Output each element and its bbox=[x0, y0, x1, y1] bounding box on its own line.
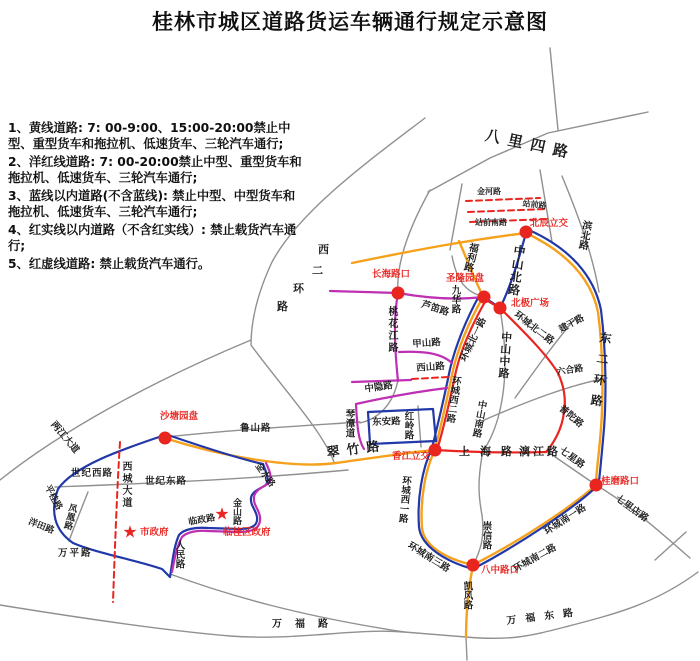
road-label: 临政路 bbox=[187, 513, 217, 528]
road-label: 福利路 bbox=[460, 241, 479, 273]
road-label: 凯风路 bbox=[461, 581, 473, 610]
intersection-dot bbox=[478, 291, 491, 304]
road-label: 环城北一路 bbox=[458, 315, 489, 364]
road-label: 环城南三路 bbox=[405, 540, 452, 575]
road-label: 甲山路 bbox=[411, 337, 442, 350]
road-label: 翠竹路 bbox=[325, 438, 388, 461]
road-label: 万福东路 bbox=[505, 606, 583, 627]
road-label: 环城北二路 bbox=[511, 309, 557, 348]
legend-rule-3: 3、蓝线以内道路(不含蓝线): 禁止中型、中型货车和拖拉机、低速货车、三轮汽车通行; bbox=[8, 188, 296, 220]
government-star-icon: ★ bbox=[122, 522, 138, 543]
road-label: 崇信路 bbox=[480, 521, 492, 550]
road-label: 六合路 bbox=[555, 363, 585, 378]
road-label: 人民路 bbox=[173, 540, 185, 569]
road-label: 洋田路 bbox=[26, 517, 56, 537]
road-label: 中山南路 bbox=[469, 398, 488, 439]
road-label: 九华路 bbox=[449, 285, 461, 314]
road-label: 普陀路 bbox=[556, 403, 586, 430]
road-label: 世纪东路 bbox=[145, 476, 188, 487]
road-label-char: 二 bbox=[312, 264, 323, 277]
intersection-dot bbox=[494, 302, 507, 315]
road-label-char: 环 bbox=[293, 282, 304, 295]
landmark-label: 临桂区政府 bbox=[223, 527, 271, 538]
road-label: 桃花江路 bbox=[386, 306, 397, 354]
road-label: 芦笛路 bbox=[419, 299, 451, 319]
intersection-label: 圣隆园盘 bbox=[446, 273, 485, 284]
road-label: 两江大道 bbox=[48, 419, 82, 456]
road-label-char: 路 bbox=[277, 300, 288, 313]
road-label: 滨北路 bbox=[575, 219, 592, 251]
government-star-icon: ★ bbox=[214, 504, 230, 525]
road-label: 世纪西路 bbox=[71, 468, 114, 479]
road-label: 琴潭道 bbox=[343, 409, 355, 438]
road-label: 西城大道 bbox=[120, 461, 131, 509]
road-label: 上海路 bbox=[459, 445, 522, 458]
road-label: 凤凰路 bbox=[61, 502, 78, 531]
road-label: 中隐路 bbox=[363, 380, 394, 395]
road-label: 环城西一路 bbox=[396, 474, 412, 524]
legend-rule-4: 4、红实线以内道路（不含红实线）: 禁止载货汽车通行; bbox=[8, 222, 297, 254]
road-label: 红岭路 bbox=[402, 411, 414, 440]
road-label: 站前南路 bbox=[475, 218, 507, 227]
landmark-label: 市政府 bbox=[140, 527, 169, 538]
intersection-dot bbox=[429, 444, 442, 457]
intersection-dot bbox=[159, 432, 172, 445]
road-label: 万福路 bbox=[272, 619, 341, 630]
road-label: 八里四路 bbox=[483, 126, 578, 163]
page-title: 桂林市城区道路货运车辆通行规定示意图 bbox=[152, 10, 548, 34]
road-label-char: 西 bbox=[318, 243, 329, 256]
legend-rule-2: 2、洋红线道路: 7: 00-20:00禁止中型、重型货车和拖拉机、低速货车、三轮汽车通行; bbox=[8, 154, 302, 186]
road-label: 西山路 bbox=[415, 361, 446, 374]
road-label: 金水路 bbox=[252, 461, 277, 490]
intersection-label: 香江立交 bbox=[392, 451, 431, 462]
legend-rule-1: 1、黄线道路: 7: 00-9:00、15:00-20:00禁止中型、重型货车和拖拉机、低速货车、三轮汽车通行; bbox=[8, 121, 291, 152]
intersection-dot bbox=[467, 559, 480, 572]
road-label: 环城西二路 bbox=[443, 374, 462, 424]
road-label: 金河路 bbox=[477, 187, 501, 196]
road-label: 东安路 bbox=[371, 416, 401, 428]
intersection-dot bbox=[392, 287, 405, 300]
intersection-label: 沙塘园盘 bbox=[160, 411, 199, 422]
road-label: 建干路 bbox=[557, 313, 587, 335]
intersection-label: 北辰立交 bbox=[530, 218, 569, 229]
road-label: 金山路 bbox=[231, 498, 241, 525]
legend-rule-5: 5、红虚线道路: 禁止载货汽车通行。 bbox=[8, 256, 211, 271]
road-label: 中山北路 bbox=[505, 243, 527, 298]
intersection-label: 北极广场 bbox=[511, 298, 550, 309]
road-label: 环城南二路 bbox=[511, 542, 559, 575]
road-label: 平桂路 bbox=[42, 483, 64, 513]
road-label: 七星路 bbox=[557, 445, 587, 471]
road-label: 七里店路 bbox=[613, 493, 651, 525]
intersection-label: 长海路口 bbox=[372, 269, 411, 280]
road-label: 站前路 bbox=[522, 199, 547, 211]
road-label: 漓江路 bbox=[519, 445, 561, 458]
intersection-label: 八中路口 bbox=[481, 565, 520, 576]
road-label: 万平路 bbox=[58, 548, 93, 559]
road-label: 东二环路 bbox=[587, 330, 613, 416]
road-label: 环城南一路 bbox=[542, 502, 589, 538]
road-label: 中山中路 bbox=[496, 330, 513, 380]
road-label: 鲁山路 bbox=[240, 423, 272, 434]
intersection-label: 桂磨路口 bbox=[601, 476, 640, 487]
